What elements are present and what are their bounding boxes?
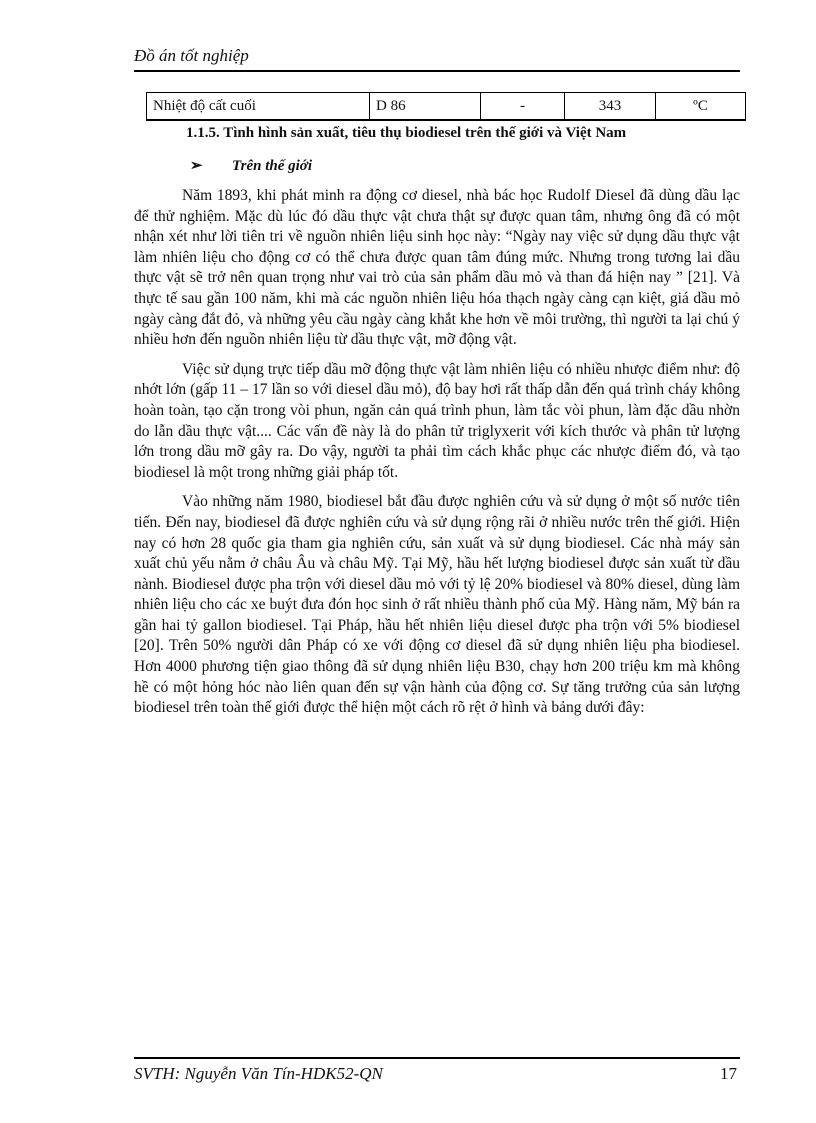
paragraph: Năm 1893, khi phát minh ra động cơ diesel, nhà bác học Rudolf Diesel đã dùng dầu lạc để thử nghiệm. Mặc dù lúc đó dầu thực vật chưa thật sự được quan tâm, nhưng ông đã có một nhận xét như lời tiên tri về nguồn nhiên liệu sinh học này: “Ngày nay việc sử dụng dầu thực vật làm nhiên liệu cho động cơ có thể chưa được quan tâm đúng mức. Nhưng trong tương lai dầu thực vật sẽ trở nên quan trọng như vai trò của sản phẩm dầu mỏ và than đá hiện nay ” [21]. Và thực tế sau gần 100 năm, khi mà các nguồn nhiên liệu hóa thạch ngày càng cạn kiệt, giá dầu mỏ ngày càng đắt đỏ, và những yêu cầu ngày càng khắt khe hơn về môi trường, thì người ta lại chú ý nhiều hơn đến nguồn nhiên liệu từ dầu thực vật, mỡ động vật.: [134, 187, 740, 349]
footer-rule: [134, 1057, 740, 1059]
header-rule: [134, 70, 740, 72]
min-value-cell: -: [481, 93, 565, 121]
running-header: Đồ án tốt nghiệp: [134, 46, 249, 65]
test-method-cell: D 86: [370, 93, 481, 121]
subsection-title: Trên thế giới: [232, 158, 312, 174]
property-name-cell: Nhiệt độ cất cuối: [147, 93, 370, 121]
subsection-heading: [190, 156, 312, 175]
max-value-cell: 343: [565, 93, 656, 121]
table-row: [147, 93, 746, 121]
body-text: [134, 186, 740, 728]
unit-cell: ºC: [656, 93, 746, 121]
footer-author: SVTH: Nguyễn Văn Tín-HDK52-QN: [134, 1064, 383, 1083]
paragraph: Vào những năm 1980, biodiesel bắt đầu được nghiên cứu và sử dụng ở một số nước tiên tiến. Đến nay, biodiesel đã được nghiên cứu và sử dụng rộng rãi ở nhiều nước trên thế giới. Hiện nay có hơn 28 quốc gia tham gia nghiên cứu, sản xuất và sử dụng biodiesel. Các nhà máy sản xuất chủ yếu nằm ở châu Âu và châu Mỹ. Tại Mỹ, hầu hết lượng biodiesel được sản xuất từ dầu nành. Biodiesel được pha trộn với diesel dầu mỏ với tỷ lệ 20% biodiesel và 80% diesel, dùng làm nhiên liệu cho các xe buýt đưa đón học sinh ở rất nhiều thành phố của Mỹ. Hàng năm, Mỹ bán ra gần hai tỷ gallon biodiesel. Tại Pháp, hầu hết nhiên liệu diesel được pha trộn với 5% biodiesel [20]. Trên 50% người dân Pháp có xe với động cơ diesel đã sử dụng nhiên liệu pha biodiesel. Hơn 4000 phương tiện giao thông đã sử dụng nhiên liệu B30, chạy hơn 200 triệu km mà không hề có một hỏng hóc nào liên quan đến sự vận hành của động cơ. Sự tăng trưởng của sản lượng biodiesel trên toàn thế giới được thể hiện một cách rõ rệt ở hình và bảng dưới đây:: [134, 493, 740, 717]
arrow-bullet-icon: ➢: [190, 158, 203, 174]
paragraph: Việc sử dụng trực tiếp dầu mỡ động thực vật làm nhiên liệu có nhiều nhược điểm như: độ nhớt lớn (gấp 11 – 17 lần so với diesel dầu mỏ), độ bay hơi rất thấp dẫn đến quá trình cháy không hoàn toàn, tạo cặn trong vòi phun, ngăn cản quá trình phun, làm tắc vòi phun, làm đặc dầu nhờn do lẫn dầu thực vật.... Các vấn đề này là do phân tử triglyxerit với kích thước và phân tử lượng lớn trong dầu mỡ gây ra. Do vậy, người ta phải tìm cách khắc phục các nhược điểm đó, và tạo biodiesel là một trong những giải pháp tốt.: [134, 360, 740, 481]
section-heading: 1.1.5. Tình hình sản xuất, tiêu thụ biodiesel trên thế giới và Việt Nam: [186, 125, 627, 141]
properties-table: [146, 92, 746, 121]
page-number: 17: [720, 1064, 737, 1083]
running-footer: [134, 1064, 740, 1084]
